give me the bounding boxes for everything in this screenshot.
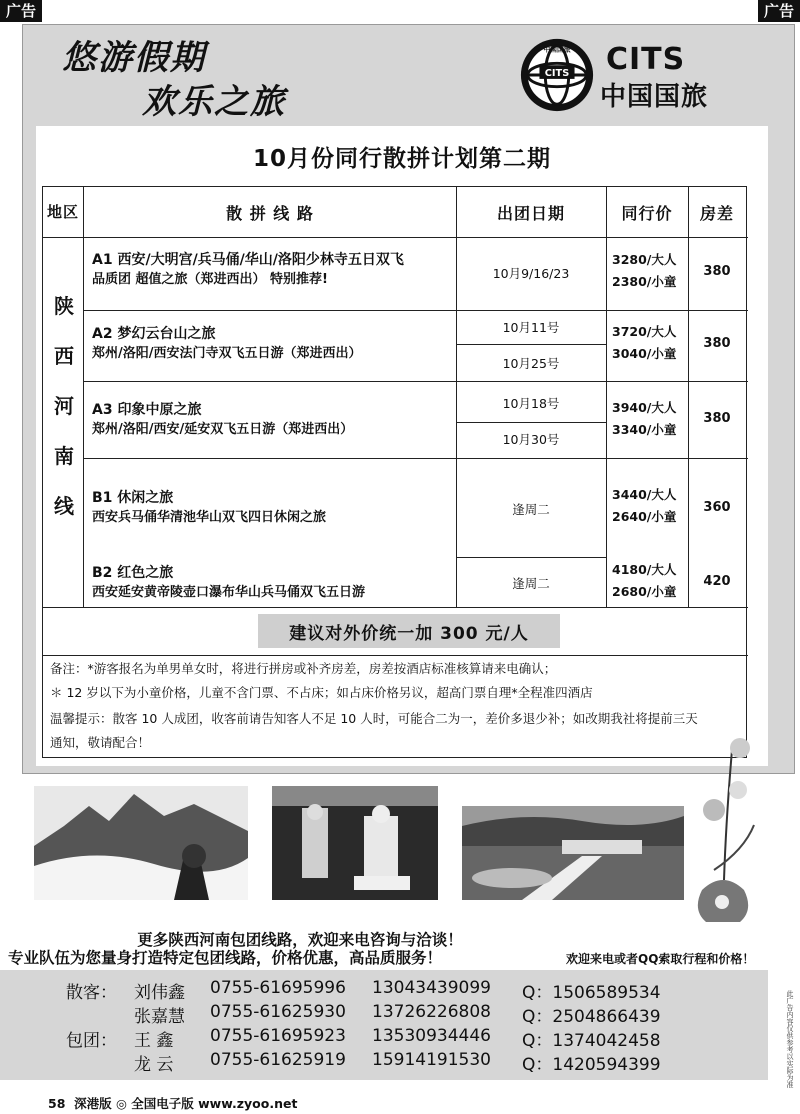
- promo-line-1: 更多陕西河南包团线路，欢迎来电咨询与洽谈！: [137, 931, 463, 949]
- price-child: 3340/小童: [612, 422, 677, 437]
- price-a2: [612, 321, 686, 365]
- route-title: B1 休闲之旅: [92, 490, 174, 506]
- price-child: 2680/小童: [612, 584, 677, 599]
- price-adult: 3280/大人: [612, 252, 677, 267]
- route-b1: [92, 488, 326, 528]
- header-date: 出团日期: [496, 203, 565, 223]
- contact-qq: Q：1506589534: [522, 983, 661, 1003]
- route-subtitle: 西安延安黄帝陵壶口瀑布华山兵马俑双飞五日游: [92, 585, 366, 600]
- region-char: 西: [54, 344, 74, 368]
- promo-line-2: 专业队伍为您量身打造特定包团线路，价格优惠，高品质服务！: [8, 949, 443, 967]
- price-adult: 3440/大人: [612, 487, 677, 502]
- route-title: B2 红色之旅: [92, 565, 174, 581]
- note-line: 温馨提示：散客 10 人成团，收客前请告知客人不足 10 人时，可能合二为一，差价多退少补；如改期我社将提前三天: [50, 711, 698, 726]
- edition-label: 深港版: [74, 1096, 112, 1111]
- cits-globe-icon: [518, 36, 596, 114]
- price-child: 2380/小童: [612, 274, 677, 289]
- route-title: A2 梦幻云台山之旅: [92, 326, 216, 342]
- route-subtitle: 郑州/洛阳/西安/延安双飞五日游（郑进西出）: [92, 422, 354, 437]
- edition-badge-icon: ◎: [116, 1096, 127, 1111]
- route-a3: [92, 400, 353, 440]
- diff-a1: 380: [703, 264, 731, 279]
- region-char: 线: [54, 494, 74, 518]
- header-region: 地区: [46, 203, 79, 221]
- diff-b2: 420: [703, 574, 731, 589]
- price-child: 3040/小童: [612, 346, 677, 361]
- contact-phone: 0755-61625919: [210, 1050, 346, 1070]
- contact-qq: Q：2504866439: [522, 1007, 661, 1027]
- header-diff: 房差: [699, 203, 734, 223]
- route-title: A1 西安/大明宫/兵马俑/华山/洛阳少林寺五日双飞: [92, 252, 404, 268]
- logo-cn: 中国国旅: [600, 82, 709, 112]
- route-subtitle: 郑州/洛阳/西安法门寺双飞五日游（郑进西出）: [92, 346, 362, 361]
- price-adult: 4180/大人: [612, 562, 677, 577]
- header-route: 散 拼 线 路: [226, 203, 314, 223]
- region-char: 河: [54, 394, 74, 418]
- contact-phone: 0755-61625930: [210, 1002, 346, 1022]
- contact-role: 包团：: [66, 1031, 117, 1051]
- price-a3: [612, 397, 686, 441]
- logo-ring-en: CITS: [544, 67, 570, 79]
- contact-qq: Q：1374042458: [522, 1031, 661, 1051]
- region-char: 南: [54, 444, 74, 468]
- promo-line-3: 欢迎来电或者QQ索取行程和价格！: [566, 952, 755, 966]
- price-b1: [612, 484, 686, 528]
- diff-a2: 380: [703, 336, 731, 351]
- route-a1: [92, 250, 404, 290]
- note-line: 备注：*游客报名为单男单女时，将进行拼房或补齐房差，房差按酒店标准核算请来电确认；: [50, 661, 557, 676]
- diff-a3: 380: [703, 411, 731, 426]
- route-a2: [92, 324, 362, 364]
- price-adult: 3940/大人: [612, 400, 677, 415]
- price-child: 2640/小童: [612, 509, 677, 524]
- route-title: A3 印象中原之旅: [92, 402, 202, 418]
- logo-ring-cn: 中国国旅: [543, 45, 571, 54]
- price-a1: [612, 249, 686, 293]
- plan-title: 10月份同行散拼计划第二期: [252, 146, 551, 172]
- slogan-line-2: 欢乐之旅: [142, 82, 286, 122]
- ad-tag-left: 广告: [0, 0, 42, 22]
- contact-name: 龙 云: [134, 1055, 174, 1075]
- date-b2: 逢周二: [512, 576, 550, 591]
- mountain-photo: [34, 786, 248, 900]
- price-adult: 3720/大人: [612, 324, 677, 339]
- contact-phone: 0755-61695923: [210, 1026, 346, 1046]
- contact-name: 刘伟鑫: [134, 983, 185, 1003]
- region-char: 陕: [54, 294, 74, 318]
- contact-role: 散客：: [66, 983, 117, 1003]
- date-a1: 10月9/16/23: [492, 266, 570, 281]
- ad-tag-right: 广告: [758, 0, 800, 22]
- contact-mobile: 13726226808: [372, 1002, 491, 1022]
- logo-en: CITS: [606, 42, 686, 77]
- page-number: 58: [48, 1096, 66, 1111]
- site-link[interactable]: 全国电子版 www.zyoo.net: [131, 1096, 298, 1111]
- contact-mobile: 13530934446: [372, 1026, 491, 1046]
- side-disclaimer: 此广告内容仅供参考以实际为准: [786, 990, 794, 1088]
- contact-mobile: 13043439099: [372, 978, 491, 998]
- price-advice: 建议对外价统一加 300 元/人: [258, 614, 560, 648]
- contact-name: 王 鑫: [134, 1031, 174, 1051]
- terracotta-photo: [272, 786, 438, 900]
- contact-phone: 0755-61695996: [210, 978, 346, 998]
- price-b2: [612, 559, 686, 603]
- route-b2: [92, 563, 365, 603]
- header-price: 同行价: [621, 203, 673, 223]
- diff-b1: 360: [703, 500, 731, 515]
- date-a3-1: 10月18号: [502, 396, 560, 411]
- date-a3-2: 10月30号: [502, 432, 560, 447]
- note-line: 通知，敬请配合！: [50, 735, 151, 750]
- contact-qq: Q：1420594399: [522, 1055, 661, 1075]
- slogan-line-1: 悠游假期: [62, 38, 206, 78]
- route-subtitle: 品质团 超值之旅（郑进西出） 特别推荐!: [92, 272, 328, 287]
- date-a2-1: 10月11号: [502, 320, 560, 335]
- contact-name: 张嘉慧: [134, 1007, 185, 1027]
- route-subtitle: 西安兵马俑华清池华山双飞四日休闲之旅: [92, 510, 327, 525]
- date-b1: 逢周二: [512, 502, 550, 517]
- date-a2-2: 10月25号: [502, 356, 560, 371]
- flower-vase-photo: [684, 730, 762, 926]
- note-line: ＊ 12 岁以下为小童价格，儿童不含门票、不占床；如占床价格另议，超高门票自理*全程准四酒店: [50, 685, 593, 700]
- palace-photo: [462, 806, 684, 900]
- footer: [48, 1094, 297, 1112]
- contact-mobile: 15914191530: [372, 1050, 491, 1070]
